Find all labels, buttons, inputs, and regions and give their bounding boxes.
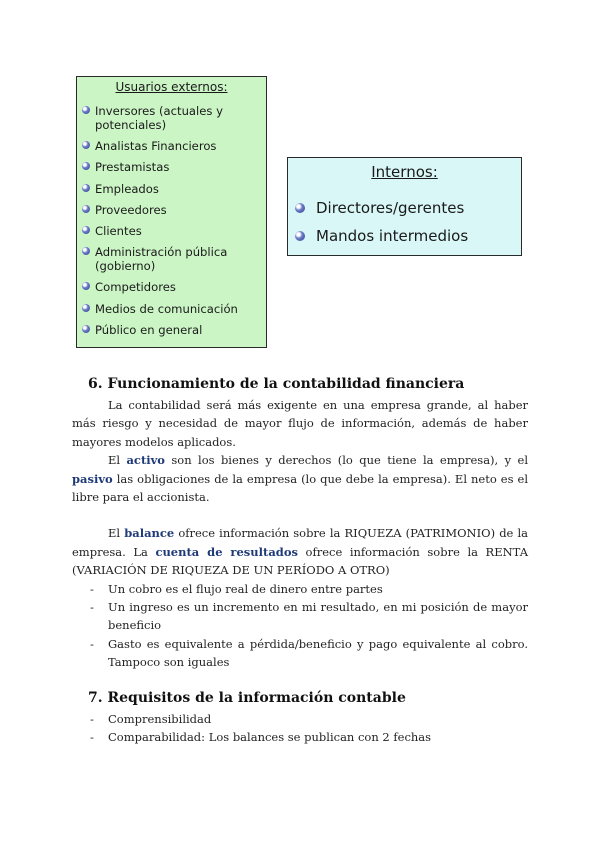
section-6-heading: 6. Funcionamiento de la contabilidad financiera xyxy=(88,376,465,392)
keyword-activo: activo xyxy=(126,453,165,468)
list-item: - Un ingreso es un incremento en mi resultado, en mi posición de mayor beneficio xyxy=(72,598,528,635)
paragraph-balance: El balance ofrece información sobre la RIQUEZA (PATRIMONIO) de la empresa. La cuenta de resultados ofrece información sobre la RENTA (VARIACIÓN DE RIQUEZA DE UN PERÍODO A OTRO) xyxy=(72,526,529,578)
list-item: Prestamistas xyxy=(77,160,266,174)
list-item: Administración pública (gobierno) xyxy=(77,245,266,273)
list-item: Inversores (actuales y potenciales) xyxy=(77,104,266,132)
document-body xyxy=(72,376,528,747)
external-users-list xyxy=(77,104,266,337)
bullet-icon xyxy=(82,162,90,170)
list-item: Directores/gerentes xyxy=(288,199,521,217)
section-6-bullets xyxy=(72,580,528,672)
keyword-balance: balance xyxy=(124,526,175,541)
bullet-icon xyxy=(82,226,90,234)
internal-users-title: Internos: xyxy=(371,163,438,181)
list-item: - Comprensibilidad xyxy=(72,710,528,728)
bullet-icon xyxy=(82,184,90,192)
bullet-icon xyxy=(82,325,90,333)
bullet-icon xyxy=(82,205,90,213)
bullet-icon xyxy=(295,203,305,213)
list-item: Medios de comunicación xyxy=(77,302,266,316)
bullet-icon xyxy=(82,141,90,149)
list-item: Competidores xyxy=(77,280,266,294)
bullet-icon xyxy=(82,282,90,290)
paragraph-activo-pasivo: El activo son los bienes y derechos (lo que tiene la empresa), y el pasivo las obligaciones de la empresa (lo que debe la empresa). El neto es el libre para el accionista. xyxy=(72,453,528,505)
list-item: Clientes xyxy=(77,224,266,238)
list-item: Analistas Financieros xyxy=(77,139,266,153)
internal-users-box xyxy=(287,157,522,256)
list-item: - Un cobro es el flujo real de dinero entre partes xyxy=(72,580,528,598)
list-item: Empleados xyxy=(77,182,266,196)
list-item: - Gasto es equivalente a pérdida/beneficio y pago equivalente al cobro. Tampoco son iguales xyxy=(72,635,528,672)
list-item: Proveedores xyxy=(77,203,266,217)
list-item: - Comparabilidad: Los balances se publican con 2 fechas xyxy=(72,728,528,746)
list-item: Mandos intermedios xyxy=(288,227,521,245)
section-7-heading: 7. Requisitos de la información contable xyxy=(88,689,406,706)
bullet-icon xyxy=(82,304,90,312)
bullet-icon xyxy=(82,106,90,114)
paragraph-contabilidad: La contabilidad será más exigente en una empresa grande, al haber más riesgo y necesidad de mayor flujo de información, además de haber mayores modelos aplicados. xyxy=(72,398,528,449)
keyword-cuenta-resultados: cuenta de resultados xyxy=(155,544,298,559)
bullet-icon xyxy=(295,231,305,241)
bullet-icon xyxy=(82,247,90,255)
internal-users-list xyxy=(288,199,521,245)
section-7-bullets xyxy=(72,710,528,747)
external-users-box xyxy=(76,76,267,348)
list-item: Público en general xyxy=(77,323,266,337)
external-users-title: Usuarios externos: xyxy=(115,80,228,94)
keyword-pasivo: pasivo xyxy=(72,471,113,486)
